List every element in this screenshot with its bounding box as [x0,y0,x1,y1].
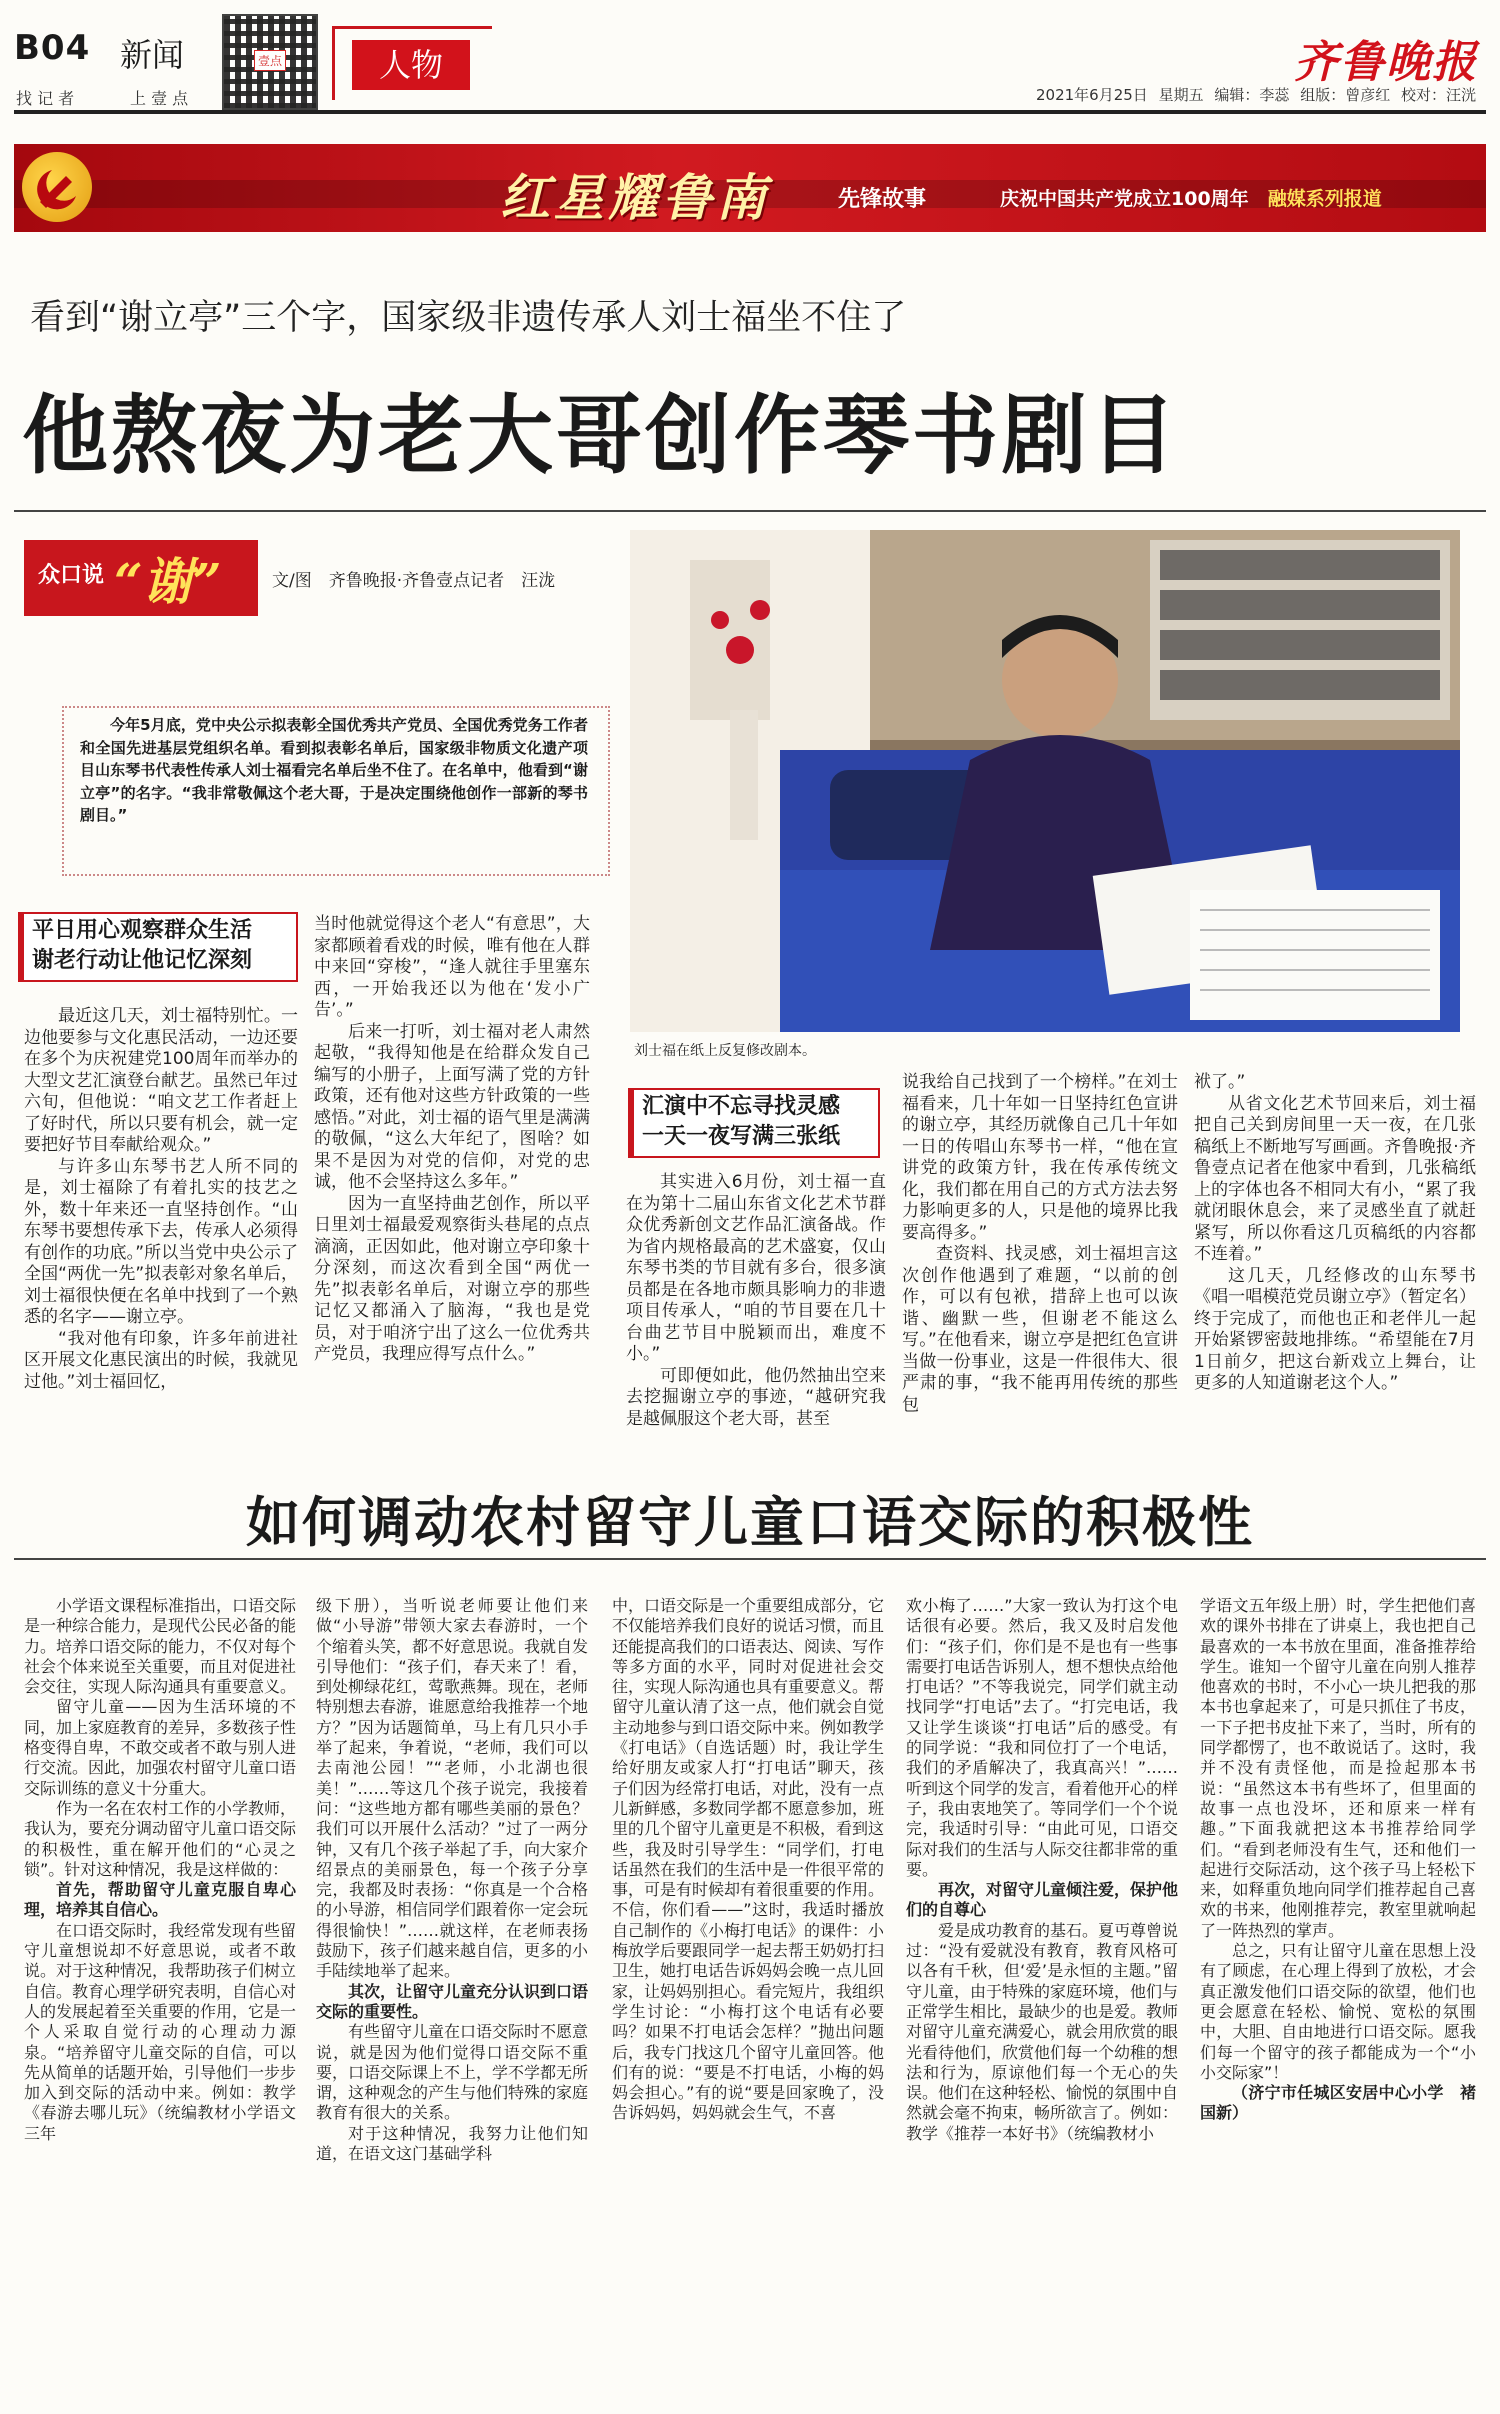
paragraph: 查资料、找灵感，刘士福坦言这次创作他遇到了难题，“以前的创作，可以有包袱，措辞上也可以诙谐、幽默一些，但谢老不能这么写。”在他看来，谢立亭是把红色宣讲当做一份事业，这是一件很伟大、很严肃的事，“我不能再用传统的那些包 [902,1244,1178,1415]
paragraph: 中，口语交际是一个重要组成部分，它不仅能培养我们良好的说话习惯，而且还能提高我们的口语表达、阅读、写作等多方面的水平，同时对促进社会交往，实现人际沟通也具有重要意义。帮留守儿童认清了这一点，他们就会自觉主动地参与到口语交际中来。例如教学《打电话》（自选话题）时，我让学生给好朋友或家人打“打电话”聊天，孩子们因为经常打电话，对此，没有一点儿新鲜感，多数同学都不愿意参加，班里的几个留守儿童更是不积极，看到这些，我及时引导学生：“同学们，打电话虽然在我们的生活中是一件很平常的事，可是有时候却有着很重要的作用。不信，你们看——”这时，我适时播放自己制作的《小梅打电话》的课件：小梅放学后要跟同学一起去帮王奶奶打扫卫生，她打电话告诉妈妈会晚一点儿回家，让妈妈别担心。看完短片，我组织学生讨论：“小梅打这个电话有必要吗？如果不打电话会怎样？”抛出问题后，我专门找这几个留守儿童回答。他们有的说：“要是不打电话，小梅的妈妈会担心。”有的说“要是回家晚了，没告诉妈妈，妈妈就会生气，不喜 [612,1596,885,2123]
paragraph: 爱是成功教育的基石。夏丏尊曾说过：“没有爱就没有教育，教育风格可以各有千秋，但‘爱’是永恒的主题。”留守儿童，由于特殊的家庭环境，他们与正常学生相比，最缺少的也是爱。教师对留守儿童充满爱心，就会用欣赏的眼光看待他们，欣赏他们每一个幼稚的想法和行为，原谅他们每一个无心的失误。他们在这种轻松、愉悦的氛围中自然就会毫不拘束，畅所欲言了。例如：教学《推荐一本好书》（统编教材小 [906,1920,1179,2143]
column-badge [24,540,258,616]
paragraph: 从省文化艺术节回来后，刘士福把自己关到房间里一天一夜，在几张稿纸上不断地写写画画。齐鲁晚报·齐鲁壹点记者在他家中看到，几张稿纸上的字体也各不相同大有小，“累了我就闭眼休息会，来了灵感坐直了就赶紧写，所以你看这几页稿纸的内容都不连着。” [1194,1093,1476,1264]
badge-word: “谢” [114,552,222,611]
article2-column-5 [1200,1596,1476,2124]
banner-series: 先锋故事 [838,187,927,212]
page-number: B04 [14,28,91,68]
header-rule [14,110,1486,114]
paragraph: 留守儿童——因为生活环境的不同，加上家庭教育的差异，多数孩子性格变得自卑，不敢交或者不敢与别人进行交流。因此，加强农村留守儿童口语交际训练的意义十分重大。 [24,1697,297,1798]
qr-label: 壹点 [254,50,286,71]
paragraph: 级下册），当听说老师要让他们来做“小导游”带领大家去春游时，一个个缩着头笑，都不好意思说。我就自发引导他们：“孩子们，春天来了！看，到处柳绿花红，莺歌燕舞。现在，老师特别想去春游，谁愿意给我推荐一个地方？”因为话题简单，马上有几只小手举了起来，争着说，“老师，我们可以去南池公园！”“老师，小北湖也很美！”……等这几个孩子说完，我接着问：“这些地方都有哪些美丽的景色？我们可以开展什么活动？”过了一两分钟，又有几个孩子举起了手，向大家介绍景点的美丽景色，每一个孩子分享完，我都及时表扬：“你真是一个合格的小导游，相信同学们跟着你一定会玩得很愉快！”……就这样，在老师表扬鼓励下，孩子们越来越自信，更多的小手陆续地举了起来。 [316,1596,589,1981]
banner-title: 红星耀鲁南 [500,168,770,227]
article2-rule [14,1558,1486,1560]
paragraph: 说我给自己找到了一个榜样。”在刘士福看来，几十年如一日坚持红色宣讲的谢立亭，其经历就像自己几十年如一日的传唱山东琴书一样，“他在宣讲党的政策方针，我在传承传统文化，我们都在用自己的方式方法去努力影响更多的人，只是他的境界比我要高得多。” [902,1072,1178,1243]
badge-prefix: 众口说 [38,563,105,588]
article1-headline: 他熬夜为老大哥创作琴书剧目 [22,386,1179,486]
photo-caption: 刘士福在纸上反复修改剧本。 [634,1043,816,1059]
paragraph: 对于这种情况，我努力让他们知道，在语文这门基础学科 [316,2123,588,2164]
banner-theme-b: 融媒系列报道 [1267,188,1382,210]
newspaper-brand: 齐鲁晚报 [1294,37,1478,88]
paragraph: 这几天，几经修改的山东琴书《唱一唱模范党员谢立亭》（暂定名）终于完成了，而他也正和老伴儿一起开始紧锣密鼓地排练。“希望能在7月1日前夕，把这台新戏立上舞台，让更多的人知道谢老这个人。” [1194,1265,1476,1393]
paragraph: 与许多山东琴书艺人所不同的是，刘士福除了有着扎实的技艺之外，数十年来还一直坚持创作。“山东琴书要想传承下去，传承人必须得有创作的功底。”所以当党中央公示了全国“两优一先”拟表彰对象名单后，刘士福很快便在名单中找到了一个熟悉的名字——谢立亭。 [24,1156,298,1327]
article1-subhead-2 [628,1088,880,1158]
article1-intro: 今年5月底，党中央公示拟表彰全国优秀共产党员、全国优秀党务工作者和全国先进基层党组织名单。看到拟表彰名单后，国家级非物质文化遗产项目山东琴书代表性传承人刘士福看完名单后坐不住了。在名单中，他看到“谢立亭”的名字。“我非常敬佩这个老大哥，于是决定围绕他创作一部新的琴书剧目。” [80,716,588,824]
article1-byline: 文/图 齐鲁晚报·齐鲁壹点记者 汪泷 [272,571,556,591]
paragraph: 总之，只有让留守儿童在思想上没有了顾虑，在心理上得到了放松，才会真正激发他们口语交际的欲望，他们也更会愿意在轻松、愉悦、宽松的氛围中，大胆、自由地进行口语交际。愿我们每一个留守的孩子都能成为一个“小小交际家”！ [1200,1941,1476,2082]
article1-kicker: 看到“谢立亭”三个字，国家级非遗传承人刘士福坐不住了 [30,298,907,338]
paragraph: 可即便如此，他仍然抽出空来去挖掘谢立亭的事迹，“越研究我是越佩服这个老大哥，甚至 [626,1365,886,1429]
paragraph-bold: 首先，帮助留守儿童克服自卑心理，培养其自信心。 [24,1880,296,1920]
article1-column-1 [24,1006,298,1393]
banner-theme-a: 庆祝中国共产党成立100周年 [1000,188,1249,210]
column-tag: 人物 [352,40,470,90]
subhead-2-line-1: 汇演中不忘寻找灵感 [642,1094,841,1119]
article1-photo [630,530,1460,1032]
designer-credit: 组版：曾彦红 [1300,86,1391,104]
article2-column-4 [906,1596,1178,2144]
party-emblem-icon [22,152,92,222]
paragraph-bold: 其次，让留守儿童充分认识到口语交际的重要性。 [316,1981,589,2021]
header-sub-left: 找 记 者 [16,89,75,108]
paragraph-bold: 再次，对留守儿童倾注爱，保护他们的自尊心 [906,1880,1179,1920]
paragraph: 欢小梅了……”大家一致认为打这个电话很有必要。然后，我又及时启发他们：“孩子们，你们是不是也有一些事需要打电话告诉别人，想不想快点给他打电话？”不等我说完，同学们就主动找同学“打电话”去了。“打完电话，我又让学生谈谈“打电话”后的感受。有的同学说：“我和同位打了一个电话，我们的矛盾解决了，我真高兴！”……听到这个同学的发言，看着他开心的样子，我由衷地笑了。等同学们一个个说完，我适时引导：“由此可见，口语交际对我们的生活与人际交往都非常的重要。 [906,1596,1179,1879]
article1-column-3 [626,1172,886,1430]
paragraph: 学语文五年级上册）时，学生把他们喜欢的课外书排在了讲桌上，我也把自己最喜欢的一本书放在里面，准备推荐给学生。谁知一个留守儿童在向别人推荐他喜欢的书时，不小心一块儿把我的那本书也拿起来了，可是只抓住了书皮，一下子把书皮扯下来了，当时，所有的同学都愣了，也不敢说话了。这时，我并不没有责怪他，而是捡起那本书说：“虽然这本书有些坏了，但里面的故事一点也没坏，还和原来一样有趣。”下面我就把这本书推荐给同学们。“看到老师没有生气，还和他们一起进行交际活动，这个孩子马上轻松下来，如释重负地向同学们推荐起自己喜欢的书来，他刚推荐完，教室里就响起了一阵热烈的掌声。 [1200,1596,1476,1940]
qr-code[interactable] [222,14,318,110]
article1-column-5 [1194,1072,1476,1395]
article2-column-2 [316,1596,588,2164]
header-sub-right: 上 壹 点 [130,89,189,108]
article2-headline: 如何调动农村留守儿童口语交际的积极性 [246,1491,1254,1554]
paragraph: 小学语文课程标准指出，口语交际是一种综合能力，是现代公民必备的能力。培养口语交际的能力，不仅对每个社会个体来说至关重要，而且对促进社会交往，实现人际沟通具有重要意义。 [24,1596,297,1697]
paragraph: 其实进入6月份，刘士福一直在为第十二届山东省文化艺术节群众优秀新创文艺作品汇演备战。作为省内规格最高的艺术盛宴，仅山东琴书类的节目就有多台，很多演员都是在各地市颇具影响力的非遗项目传承人，“咱的节目要在几十台曲艺节目中脱颖而出，难度不小。” [626,1172,886,1364]
paragraph: 作为一名在农村工作的小学教师，我认为，要充分调动留守儿童口语交际的积极性，重在解开他们的“心灵之锁”。针对这种情况，我是这样做的： [24,1798,297,1879]
subhead-2-line-2: 一天一夜写满三张纸 [642,1124,841,1149]
article2-column-3 [612,1596,884,2124]
paragraph: 在口语交际时，我经常发现有些留守儿童想说却不好意思说，或者不敢说。对于这种情况，我帮助孩子们树立自信。教育心理学研究表明，自信心对人的发展起着至关重要的作用，它是一个人采取自觉行动的心理动力源泉。“培养留守儿童交际的自信，可以先从简单的话题开始，引导他们一步步加入到交际的活动中来。例如：教学《春游去哪儿玩》（统编教材小学语文三年 [24,1920,297,2143]
paragraph: 后来一打听，刘士福对老人肃然起敬，“我得知他是在给群众发自己编写的小册子，上面写满了党的方针政策，还有他对这些方针政策的一些感悟。”对此，刘士福的语气里是满满的敬佩，“这么大年纪了，图啥？如果不是因为对党的信仰，对党的忠诚，他不会坚持这么多年。” [314,1021,590,1192]
paragraph: 当时他就觉得这个老人“有意思”，大家都顾着看戏的时候，唯有他在人群中来回“穿梭”，“逢人就往手里塞东西，一开始我还以为他在‘发小广告’。” [314,914,590,1020]
paragraph: 最近这几天，刘士福特别忙。一边他要参与文化惠民活动，一边还要在多个为庆祝建党100周年而举办的大型文艺汇演登台献艺。虽然已年过六旬，但他说：“咱文艺工作者赶上了好时代，所以只要有机会，就一定要把好节目奉献给观众。” [24,1006,298,1155]
subhead-1-line-1: 平日用心观察群众生活 [32,918,253,943]
proof-credit: 校对：汪洸 [1400,86,1476,104]
editor-credit: 编辑：李蕊 [1214,86,1290,104]
photo-illustration [630,530,1460,1032]
paragraph: 袱了。” [1194,1072,1246,1092]
issue-weekday: 星期五 [1158,86,1204,104]
author-credit: （济宁市任城区安居中心小学 褚国新） [1200,2083,1476,2123]
article1-rule [14,510,1486,512]
article1-column-4 [902,1072,1178,1416]
paragraph: 有些留守儿童在口语交际时不愿意说，就是因为他们觉得口语交际不重要，口语交际课上不上，学不学都无所谓，这种观念的产生与他们特殊的家庭教育有很大的关系。 [316,2022,589,2123]
paragraph: “我对他有印象，许多年前进社区开展文化惠民演出的时候，我就见过他。”刘士福回忆， [24,1328,298,1392]
issue-date: 2021年6月25日 [1036,86,1148,104]
article1-column-2 [314,914,590,1366]
section-name: 新闻 [120,36,185,74]
subhead-1-line-2: 谢老行动让他记忆深刻 [32,948,253,973]
dateline [1036,84,1476,105]
article1-subhead-1 [18,912,298,982]
banner-theme [1000,184,1382,211]
paragraph: 因为一直坚持曲艺创作，所以平日里刘士福最爱观察街头巷尾的点点滴滴，正因如此，他对谢立亭印象十分深刻，而这次看到全国“两优一先”拟表彰名单后，对谢立亭的那些记忆又都涌入了脑海，“我也是党员，对于咱济宁出了这么一位优秀共产党员，我理应得写点什么。” [314,1193,590,1364]
article2-column-1 [24,1596,296,2144]
